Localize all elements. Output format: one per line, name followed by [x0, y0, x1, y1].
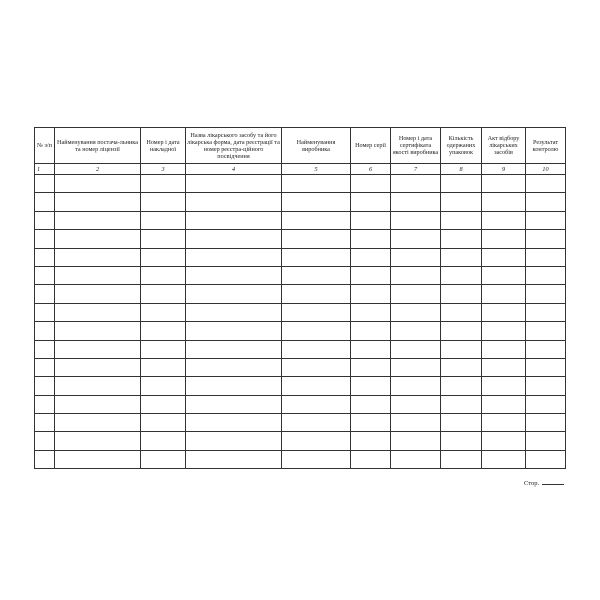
table-cell[interactable] — [282, 266, 351, 284]
table-cell[interactable] — [482, 450, 526, 468]
table-row — [35, 414, 566, 432]
table-cell[interactable] — [186, 450, 282, 468]
table-cell[interactable] — [282, 230, 351, 248]
table-cell[interactable] — [35, 377, 55, 395]
table-cell[interactable] — [441, 175, 482, 193]
table-cell[interactable] — [391, 175, 441, 193]
table-cell[interactable] — [391, 266, 441, 284]
column-number: 10 — [526, 164, 566, 175]
table-cell[interactable] — [526, 303, 566, 321]
table-cell[interactable] — [55, 322, 141, 340]
table-row — [35, 432, 566, 450]
table-row — [35, 230, 566, 248]
table-cell[interactable] — [282, 322, 351, 340]
table-cell[interactable] — [351, 358, 391, 376]
table-cell[interactable] — [35, 395, 55, 413]
table-cell[interactable] — [282, 175, 351, 193]
table-cell[interactable] — [391, 377, 441, 395]
header-cell-drug-name: Назва лікарського засобу та його лікарська форма, дата реєстрації та номер реєстра-ційного посвідчення — [186, 128, 282, 164]
header-cell-manufacturer: Найменування виробника — [282, 128, 351, 164]
table-cell[interactable] — [55, 230, 141, 248]
table-cell[interactable] — [526, 322, 566, 340]
table-cell[interactable] — [35, 340, 55, 358]
table-cell[interactable] — [391, 211, 441, 229]
table-row — [35, 358, 566, 376]
table-cell[interactable] — [186, 340, 282, 358]
table-cell[interactable] — [526, 432, 566, 450]
table-cell[interactable] — [482, 266, 526, 284]
table-cell[interactable] — [482, 175, 526, 193]
header-row — [35, 128, 566, 164]
table-cell[interactable] — [441, 395, 482, 413]
table-cell[interactable] — [482, 358, 526, 376]
table-row — [35, 193, 566, 211]
table-cell[interactable] — [441, 340, 482, 358]
table-cell[interactable] — [55, 248, 141, 266]
table-cell[interactable] — [482, 248, 526, 266]
table-cell[interactable] — [186, 248, 282, 266]
table-cell[interactable] — [351, 377, 391, 395]
table-cell[interactable] — [526, 175, 566, 193]
column-number: 9 — [482, 164, 526, 175]
table-cell[interactable] — [526, 211, 566, 229]
table-cell[interactable] — [441, 358, 482, 376]
table-cell[interactable] — [35, 303, 55, 321]
table-cell[interactable] — [526, 193, 566, 211]
table-cell[interactable] — [55, 450, 141, 468]
table-row — [35, 266, 566, 284]
table-cell[interactable] — [391, 450, 441, 468]
table-row — [35, 248, 566, 266]
table-cell[interactable] — [35, 285, 55, 303]
table-cell[interactable] — [391, 303, 441, 321]
table-cell[interactable] — [526, 285, 566, 303]
table-cell[interactable] — [391, 248, 441, 266]
column-number: 8 — [441, 164, 482, 175]
table-cell[interactable] — [186, 358, 282, 376]
table-cell[interactable] — [526, 358, 566, 376]
table-row — [35, 377, 566, 395]
table-cell[interactable] — [391, 322, 441, 340]
table-cell[interactable] — [482, 211, 526, 229]
table-cell[interactable] — [482, 193, 526, 211]
column-number: 2 — [55, 164, 141, 175]
table-cell[interactable] — [141, 395, 186, 413]
table-cell[interactable] — [351, 230, 391, 248]
column-number-row — [35, 164, 566, 175]
table-cell[interactable] — [351, 450, 391, 468]
table-cell[interactable] — [526, 414, 566, 432]
table-cell[interactable] — [55, 340, 141, 358]
table-row — [35, 285, 566, 303]
table-cell[interactable] — [351, 340, 391, 358]
table-cell[interactable] — [441, 303, 482, 321]
table-cell[interactable] — [186, 322, 282, 340]
table-cell[interactable] — [391, 285, 441, 303]
column-number: 1 — [35, 164, 55, 175]
header-cell-sampling-act: Акт відбору лікарських засобів — [482, 128, 526, 164]
table-cell[interactable] — [351, 211, 391, 229]
table-cell[interactable] — [141, 193, 186, 211]
page-label: Стор. — [524, 480, 540, 487]
table-cell[interactable] — [141, 248, 186, 266]
header-cell-control-result: Результат контролю — [526, 128, 566, 164]
table-cell[interactable] — [351, 395, 391, 413]
table-cell[interactable] — [351, 285, 391, 303]
table-cell[interactable] — [186, 432, 282, 450]
table-cell[interactable] — [141, 432, 186, 450]
table-cell[interactable] — [391, 358, 441, 376]
table-cell[interactable] — [391, 230, 441, 248]
table-cell[interactable] — [35, 266, 55, 284]
table-cell[interactable] — [482, 340, 526, 358]
table-cell[interactable] — [35, 230, 55, 248]
table-cell[interactable] — [35, 414, 55, 432]
table-cell[interactable] — [482, 303, 526, 321]
column-number: 7 — [391, 164, 441, 175]
table-cell[interactable] — [55, 414, 141, 432]
table-cell[interactable] — [186, 377, 282, 395]
table-row — [35, 322, 566, 340]
table-cell[interactable] — [482, 322, 526, 340]
table-cell[interactable] — [186, 175, 282, 193]
table-cell[interactable] — [282, 358, 351, 376]
table-cell[interactable] — [441, 193, 482, 211]
table-cell[interactable] — [282, 193, 351, 211]
table-cell[interactable] — [441, 248, 482, 266]
table-cell[interactable] — [391, 340, 441, 358]
table-cell[interactable] — [35, 193, 55, 211]
table-cell[interactable] — [35, 211, 55, 229]
table-cell[interactable] — [55, 377, 141, 395]
table-cell[interactable] — [141, 303, 186, 321]
table-cell[interactable] — [351, 303, 391, 321]
table-cell[interactable] — [141, 285, 186, 303]
table-cell[interactable] — [55, 211, 141, 229]
table-cell[interactable] — [391, 414, 441, 432]
table-cell[interactable] — [35, 322, 55, 340]
table-cell[interactable] — [282, 432, 351, 450]
table-cell[interactable] — [141, 211, 186, 229]
table-row — [35, 211, 566, 229]
table-cell[interactable] — [282, 248, 351, 266]
table-cell[interactable] — [351, 266, 391, 284]
table-cell[interactable] — [186, 303, 282, 321]
table-cell[interactable] — [351, 432, 391, 450]
column-number: 3 — [141, 164, 186, 175]
table-cell[interactable] — [186, 230, 282, 248]
table-cell[interactable] — [282, 414, 351, 432]
table-row — [35, 340, 566, 358]
table-cell[interactable] — [482, 230, 526, 248]
column-number: 6 — [351, 164, 391, 175]
table-cell[interactable] — [55, 175, 141, 193]
table-cell[interactable] — [282, 450, 351, 468]
table-cell[interactable] — [351, 322, 391, 340]
page-number-blank[interactable] — [542, 478, 564, 485]
table-cell[interactable] — [55, 266, 141, 284]
table-cell[interactable] — [482, 377, 526, 395]
table-cell[interactable] — [35, 175, 55, 193]
table-cell[interactable] — [55, 193, 141, 211]
table-cell[interactable] — [441, 450, 482, 468]
table-cell[interactable] — [55, 285, 141, 303]
table-cell[interactable] — [141, 340, 186, 358]
table-cell[interactable] — [482, 432, 526, 450]
column-number: 5 — [282, 164, 351, 175]
table-cell[interactable] — [526, 340, 566, 358]
table-cell[interactable] — [186, 395, 282, 413]
table-row — [35, 175, 566, 193]
table-cell[interactable] — [441, 211, 482, 229]
table-cell[interactable] — [141, 322, 186, 340]
table-cell[interactable] — [186, 414, 282, 432]
table-cell[interactable] — [35, 450, 55, 468]
page-number-field — [524, 478, 564, 487]
table-cell[interactable] — [35, 432, 55, 450]
table-cell[interactable] — [282, 395, 351, 413]
table-cell[interactable] — [351, 193, 391, 211]
table-cell[interactable] — [482, 285, 526, 303]
table-row — [35, 303, 566, 321]
table-cell[interactable] — [526, 450, 566, 468]
header-cell-number: № з/п — [35, 128, 55, 164]
table-cell[interactable] — [141, 414, 186, 432]
table-cell[interactable] — [282, 285, 351, 303]
table-cell[interactable] — [351, 414, 391, 432]
table-cell[interactable] — [186, 193, 282, 211]
header-cell-quantity: Кількість одержаних упаковок — [441, 128, 482, 164]
table-cell[interactable] — [482, 414, 526, 432]
table-cell[interactable] — [35, 358, 55, 376]
table-cell[interactable] — [55, 395, 141, 413]
table-cell[interactable] — [526, 266, 566, 284]
table-cell[interactable] — [282, 303, 351, 321]
table-cell[interactable] — [186, 285, 282, 303]
table-cell[interactable] — [186, 211, 282, 229]
table-cell[interactable] — [391, 395, 441, 413]
table-cell[interactable] — [282, 377, 351, 395]
table-row — [35, 450, 566, 468]
table-row — [35, 395, 566, 413]
table-cell[interactable] — [141, 450, 186, 468]
table-cell[interactable] — [441, 230, 482, 248]
table-cell[interactable] — [441, 432, 482, 450]
table-cell[interactable] — [526, 395, 566, 413]
table-cell[interactable] — [441, 414, 482, 432]
table-cell[interactable] — [391, 432, 441, 450]
table-cell[interactable] — [141, 377, 186, 395]
table-cell[interactable] — [391, 193, 441, 211]
header-cell-invoice: Номер і дата накладної — [141, 128, 186, 164]
table-cell[interactable] — [141, 266, 186, 284]
table-cell[interactable] — [186, 266, 282, 284]
table-cell[interactable] — [526, 248, 566, 266]
table-cell[interactable] — [441, 266, 482, 284]
table-cell[interactable] — [35, 248, 55, 266]
table-cell[interactable] — [55, 432, 141, 450]
header-cell-series: Номер серії — [351, 128, 391, 164]
table-cell[interactable] — [351, 175, 391, 193]
table-cell[interactable] — [482, 395, 526, 413]
column-number: 4 — [186, 164, 282, 175]
table-body — [35, 175, 566, 469]
table-cell[interactable] — [55, 303, 141, 321]
table-cell[interactable] — [351, 248, 391, 266]
header-cell-supplier: Найменування постача-льника та номер ліцензії — [55, 128, 141, 164]
table-cell[interactable] — [141, 358, 186, 376]
table-cell[interactable] — [141, 175, 186, 193]
header-cell-certificate: Номер і дата сертифіката якості виробника — [391, 128, 441, 164]
table-cell[interactable] — [441, 285, 482, 303]
table-cell[interactable] — [55, 358, 141, 376]
drug-acceptance-register-table — [34, 127, 566, 469]
table-cell[interactable] — [282, 340, 351, 358]
table-cell[interactable] — [141, 230, 186, 248]
table-cell[interactable] — [526, 377, 566, 395]
table-cell[interactable] — [441, 322, 482, 340]
table-cell[interactable] — [441, 377, 482, 395]
table-cell[interactable] — [282, 211, 351, 229]
table-cell[interactable] — [526, 230, 566, 248]
